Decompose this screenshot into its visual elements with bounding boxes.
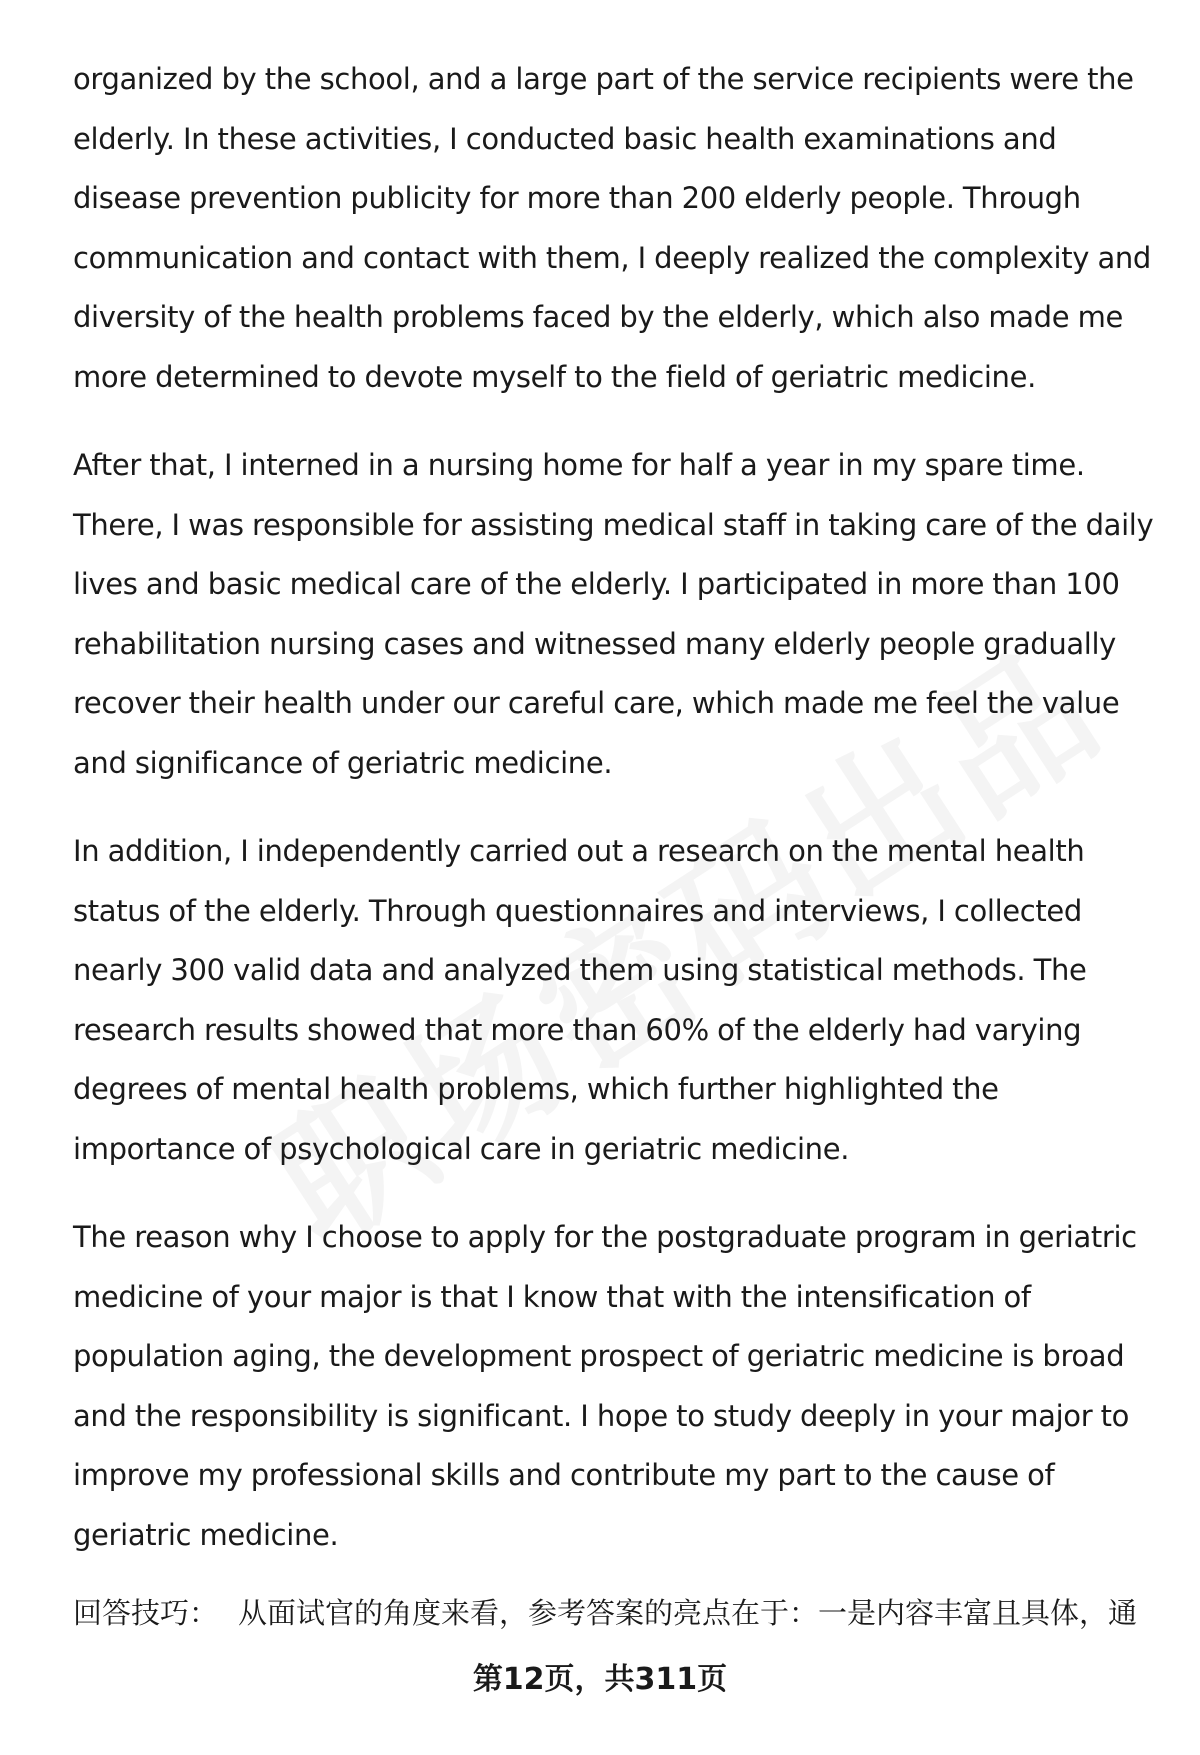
paragraph: The reason why I choose to apply for the postgraduate program in geriatric medicine of your major is that I know that with the intensification of population aging, the development prospect of geriatric medicine is broad and the responsibility is significant. I hope to study deeply in your major to improve my professional skills and contribute my part to the cause of geriatric medicine. [73, 1220, 1137, 1552]
page-number: 第12页，共311页 [472, 1662, 728, 1697]
answer-tip-text: 从面试官的角度来看，参考答案的亮点在于：一是内容丰富且具体，通 [238, 1596, 1138, 1630]
document-body [73, 50, 1163, 1594]
paragraph: In addition, I independently carried out a research on the mental health status of the elderly. Through questionnaires and interviews, I collected nearly 300 valid data and analyzed them using statistical methods. The research results showed that more than 60% of the elderly had varying degrees of mental health problems, which further highlighted the importance of psychological care in geriatric medicine. [73, 834, 1087, 1166]
paragraph: After that, I interned in a nursing home for half a year in my spare time. There, I was responsible for assisting medical staff in taking care of the daily lives and basic medical care of the elderly. I participated in more than 100 rehabilitation nursing cases and witnessed many elderly people gradually recover their health under our careful care, which made me feel the value and significance of geriatric medicine. [73, 448, 1154, 780]
paragraph: organized by the school, and a large part of the service recipients were the elderly. In these activities, I conducted basic health examinations and disease prevention publicity for more than 200 elderly people. Through communication and contact with them, I deeply realized the complexity and diversity of the health problems faced by the elderly, which also made me more determined to devote myself to the field of geriatric medicine. [73, 62, 1151, 394]
answer-tip [73, 1593, 1163, 1633]
answer-tip-label: 回答技巧： [73, 1596, 219, 1630]
